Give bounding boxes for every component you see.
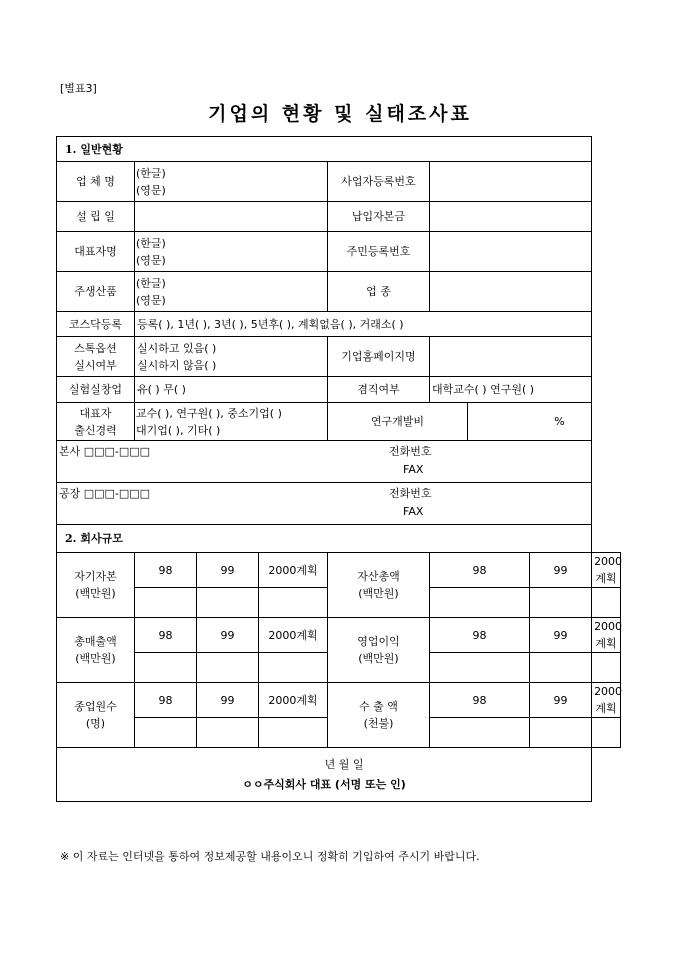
year-99: 99 (530, 618, 592, 653)
percent-sign: % (554, 415, 565, 428)
footnote: ※ 이 자료는 인터넷을 통하여 정보제공할 내용이오니 정확히 기입하여 주시기 바랍니다. (60, 850, 480, 863)
assets-label-line1: 자산총액 (357, 570, 400, 583)
employees-label-line2: (명) (85, 717, 106, 730)
homepage-field[interactable] (430, 337, 592, 377)
rnd-cost-field[interactable] (468, 403, 592, 441)
factory-fax-label: FAX (403, 505, 424, 518)
assets-2000-field[interactable] (592, 588, 621, 618)
main-product-field[interactable] (135, 272, 328, 312)
form-tag: [별표3] (60, 82, 97, 95)
established-field[interactable] (135, 202, 328, 232)
industry-field[interactable] (430, 272, 592, 312)
employees-label-line1: 종업원수 (74, 700, 117, 713)
factory-postcode: 공장 □□□-□□□ (59, 487, 151, 500)
employees-label (57, 683, 135, 748)
sales-98-field[interactable] (135, 653, 197, 683)
op-income-99-field[interactable] (530, 653, 592, 683)
exports-98-field[interactable] (430, 718, 530, 748)
ceo-career-label-line1: 대표자 (79, 406, 112, 420)
assets-99-field[interactable] (530, 588, 592, 618)
stock-option-options[interactable] (135, 337, 328, 377)
year-99: 99 (197, 618, 259, 653)
exports-label-line1: 수 출 액 (359, 700, 398, 713)
year-2000-plan: 2000계획 (259, 553, 328, 588)
year-2000-plan: 2000계획 (259, 683, 328, 718)
korean-label: (한글) (136, 166, 166, 180)
english-label: (영문) (136, 183, 166, 197)
stock-option-no[interactable]: 실시하지 않음( ) (137, 358, 217, 372)
resident-no-field[interactable] (430, 232, 592, 272)
year-98: 98 (430, 553, 530, 588)
ceo-name-field[interactable] (135, 232, 328, 272)
year-98: 98 (430, 618, 530, 653)
employees-98-field[interactable] (135, 718, 197, 748)
established-label: 설 립 일 (57, 202, 135, 232)
kosdaq-label: 코스닥등록 (57, 312, 135, 337)
korean-label: (한글) (136, 276, 166, 290)
korean-label: (한글) (136, 236, 166, 250)
stock-option-label-line2: 실시여부 (74, 358, 117, 372)
equity-2000-field[interactable] (259, 588, 328, 618)
kosdaq-options[interactable]: 등록( ), 1년( ), 3년( ), 5년후( ), 계획없음( ), 거래소( ) (135, 312, 592, 337)
hq-address-row[interactable] (57, 441, 592, 483)
signature-line: ㅇㅇ주식회사 대표 (서명 또는 인) (242, 778, 406, 791)
survey-form-table (56, 136, 621, 802)
section-general-heading: 1. 일반현황 (57, 137, 592, 162)
ceo-career-label (57, 403, 135, 441)
sales-99-field[interactable] (197, 653, 259, 683)
ceo-career-line1[interactable]: 교수( ), 연구원( ), 중소기업( ) (136, 406, 282, 420)
company-name-label: 업 체 명 (57, 162, 135, 202)
op-income-2000-field[interactable] (592, 653, 621, 683)
english-label: (영문) (136, 293, 166, 307)
resident-no-label: 주민등록번호 (328, 232, 430, 272)
ceo-career-label-line2: 출신경력 (74, 423, 117, 437)
equity-98-field[interactable] (135, 588, 197, 618)
factory-phone-label: 전화번호 (389, 487, 432, 500)
hq-postcode: 본사 □□□-□□□ (59, 445, 151, 458)
year-98: 98 (135, 553, 197, 588)
industry-label: 업 종 (328, 272, 430, 312)
year-99: 99 (530, 553, 592, 588)
section-scale-heading: 2. 회사규모 (57, 525, 592, 553)
sales-label-line1: 총매출액 (74, 635, 117, 648)
homepage-label: 기업홈페이지명 (328, 337, 430, 377)
signature-block[interactable] (57, 748, 592, 802)
ceo-name-label: 대표자명 (57, 232, 135, 272)
main-product-label: 주생산품 (57, 272, 135, 312)
assets-98-field[interactable] (430, 588, 530, 618)
page-title: 기업의 현황 및 실태조사표 (208, 103, 472, 125)
company-name-field[interactable] (135, 162, 328, 202)
stock-option-label-line1: 스톡옵션 (74, 341, 117, 355)
year-99: 99 (197, 553, 259, 588)
op-income-label-line1: 영업이익 (357, 635, 400, 648)
assets-label-line2: (백만원) (358, 587, 399, 600)
sales-label (57, 618, 135, 683)
op-income-label-line2: (백만원) (358, 652, 399, 665)
exports-label-line2: (천불) (363, 717, 394, 730)
sales-label-line2: (백만원) (75, 652, 116, 665)
year-2000-plan: 2000계획 (259, 618, 328, 653)
op-income-label (328, 618, 430, 683)
employees-99-field[interactable] (197, 718, 259, 748)
year-99: 99 (530, 683, 592, 718)
equity-99-field[interactable] (197, 588, 259, 618)
hq-fax-label: FAX (403, 463, 424, 476)
paid-capital-label: 납입자본금 (328, 202, 430, 232)
year-2000-plan: 2000계획 (592, 683, 621, 718)
equity-label-line1: 자기자본 (74, 570, 117, 583)
exports-label (328, 683, 430, 748)
sales-2000-field[interactable] (259, 653, 328, 683)
assets-label (328, 553, 430, 618)
year-99: 99 (197, 683, 259, 718)
stock-option-yes[interactable]: 실시하고 있음( ) (137, 341, 217, 355)
equity-label-line2: (백만원) (75, 587, 116, 600)
rnd-cost-label: 연구개발비 (328, 403, 468, 441)
stock-option-label (57, 337, 135, 377)
equity-label (57, 553, 135, 618)
op-income-98-field[interactable] (430, 653, 530, 683)
dual-position-label: 겸직여부 (328, 377, 430, 403)
lab-startup-label: 실험실창업 (57, 377, 135, 403)
exports-99-field[interactable] (530, 718, 592, 748)
english-label: (영문) (136, 253, 166, 267)
employees-2000-field[interactable] (259, 718, 328, 748)
ceo-career-line2[interactable]: 대기업( ), 기타( ) (136, 423, 221, 437)
year-98: 98 (430, 683, 530, 718)
year-98: 98 (135, 683, 197, 718)
year-98: 98 (135, 618, 197, 653)
ceo-career-options[interactable] (135, 403, 328, 441)
paid-capital-field[interactable] (430, 202, 592, 232)
hq-phone-label: 전화번호 (389, 445, 432, 458)
factory-address-row[interactable] (57, 483, 592, 525)
date-line: 년 월 일 (324, 758, 364, 771)
dual-position-options[interactable]: 대학교수( ) 연구원( ) (430, 377, 592, 403)
exports-2000-field[interactable] (592, 718, 621, 748)
lab-startup-options[interactable]: 유( ) 무( ) (135, 377, 328, 403)
biz-reg-no-field[interactable] (430, 162, 592, 202)
year-2000-plan: 2000계획 (592, 553, 621, 588)
year-2000-plan: 2000계획 (592, 618, 621, 653)
biz-reg-no-label: 사업자등록번호 (328, 162, 430, 202)
